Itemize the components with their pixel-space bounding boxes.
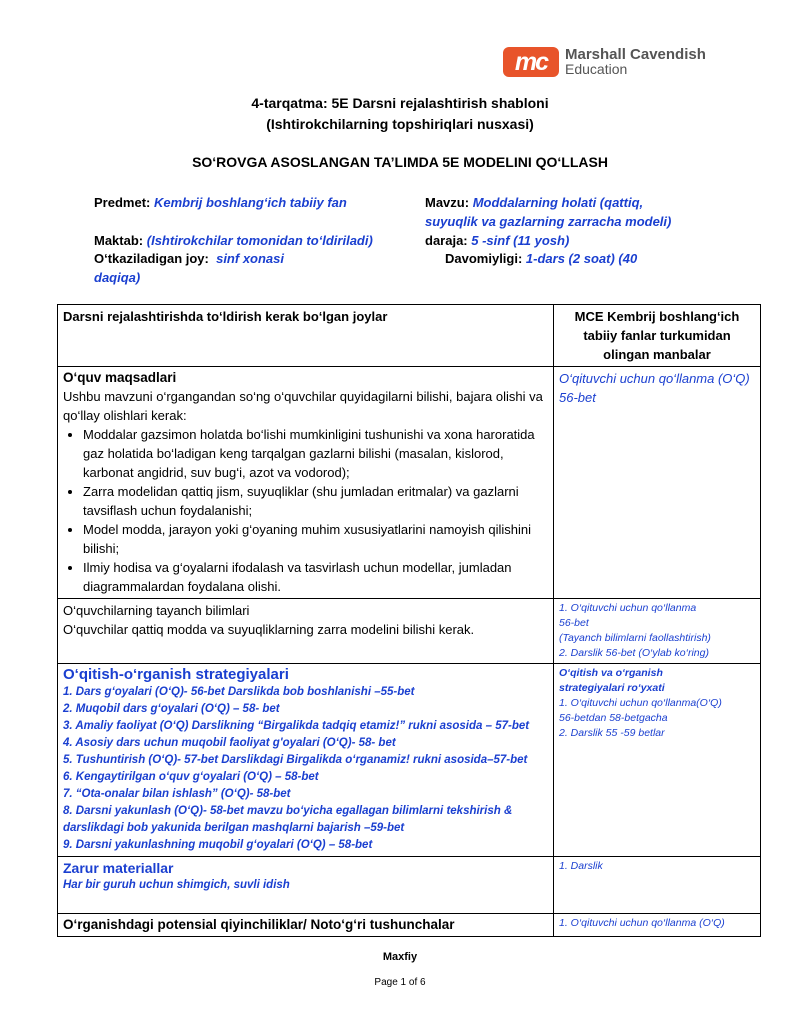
duration-field bbox=[445, 249, 637, 268]
difficulties-cell bbox=[58, 914, 554, 937]
objectives-title: O‘quv maqsadlari bbox=[63, 370, 177, 385]
logo-text bbox=[565, 47, 706, 77]
strategies-title: O‘qitish-o‘rganish strategiyalari bbox=[63, 666, 289, 683]
grade-value: 5 -sinf (11 yosh) bbox=[471, 233, 570, 248]
prior-knowledge-text: O‘quvchilar qattiq modda va suyuqliklarning zarra modelini bilishi kerak. bbox=[63, 622, 475, 637]
prior-resource-line: 2. Darslik 56-bet (O‘ylab ko‘ring) bbox=[559, 647, 709, 659]
handout-subtitle: (Ishtirokchilarning topshiriqlari nusxasi) bbox=[266, 116, 534, 132]
handout-title: 4-tarqatma: 5E Darsni rejalashtirish shabloni bbox=[251, 95, 549, 111]
strategy-item: 7. “Ota-onalar bilan ishlash” (O‘Q)- 58-bet bbox=[63, 788, 291, 800]
topic-value-1: Moddalarning holati (qattiq, bbox=[472, 195, 644, 210]
topic-field bbox=[425, 193, 671, 231]
strategies-resource-line: 56-betdan 58-betgacha bbox=[559, 712, 668, 724]
prior-knowledge-title: O‘quvchilarning tayanch bilimlari bbox=[63, 603, 250, 618]
venue-label: O‘tkaziladigan joy: bbox=[94, 251, 209, 266]
logo-line-1: Marshall Cavendish bbox=[565, 46, 706, 63]
strategy-item: 1. Dars g‘oyalari (O‘Q)- 56-bet Darslikda bob boshlanishi –55-bet bbox=[63, 686, 415, 698]
duration-label: Davomiyligi: bbox=[445, 251, 523, 266]
objective-item: • Ilmiy hodisa va g‘oyalarni ifodalash va tasvirlash uchun modellar, jumladan diagrammalardan foydalana olishi. bbox=[83, 558, 548, 596]
duration-value-1: 1-dars (2 soat) (40 bbox=[525, 251, 638, 266]
objective-item: • Moddalar gazsimon holatda bo‘lishi mumkinligini tushunishi va xona haroratida gaz holatida bo‘ladigan keng tarqalgan gazlarni bilishi (masalan, kislorod, karbonat angidrid, suv bug‘i, azot va vodorod); bbox=[83, 425, 548, 482]
prior-knowledge-row bbox=[58, 599, 761, 664]
prior-resource-cell bbox=[554, 599, 761, 664]
strategy-item: 6. Kengaytirilgan o‘quv g‘oyalari (O‘Q) – 58-bet bbox=[63, 771, 319, 783]
grade-field bbox=[425, 231, 569, 250]
venue-value: sinf xonasi bbox=[216, 251, 285, 266]
strategy-item: 4. Asosiy dars uchun muqobil faoliyat g'oyalari (O‘Q)- 58- bet bbox=[63, 737, 396, 749]
page-heading: SO‘ROVGA ASOSLANGAN TA’LIMDA 5E MODELINI QO‘LLASH bbox=[192, 154, 608, 170]
objectives-row bbox=[58, 367, 761, 599]
difficulties-title: O‘rganishdagi potensial qiyinchiliklar/ Noto‘g‘ri tushunchalar bbox=[63, 917, 455, 932]
lesson-plan-table bbox=[57, 304, 761, 937]
header-left: Darsni rejalashtirishda to‘ldirish kerak bo‘lgan joylar bbox=[58, 305, 554, 367]
venue-field bbox=[94, 249, 284, 287]
subject-value: Kembrij boshlang‘ich tabiiy fan bbox=[153, 195, 347, 210]
strategy-item: 8. Darsni yakunlash (O‘Q)- 58-bet mavzu bo‘yicha egallagan bilimlarni tekshirish & darslikdagi bob yakunida berilgan mashqlarni bajarish –59-bet bbox=[63, 805, 513, 834]
objectives-resource-cell bbox=[554, 367, 761, 599]
strategies-resource-title: O‘qitish va o‘rganish bbox=[559, 667, 663, 679]
strategies-row bbox=[58, 664, 761, 857]
objectives-body bbox=[63, 387, 548, 596]
table-header-row bbox=[58, 305, 761, 367]
strategy-item: 9. Darsni yakunlashning muqobil g‘oyalari (O‘Q) – 58-bet bbox=[63, 839, 373, 851]
objectives-intro: Ushbu mavzuni o‘rgangandan so‘ng o‘quvchilar quyidagilarni bilishi, bajara olishi va qo‘llay olishlari kerak: bbox=[63, 389, 543, 423]
strategy-item: 2. Muqobil dars g‘oyalari (O‘Q) – 58- bet bbox=[63, 703, 280, 715]
topic-label: Mavzu: bbox=[425, 195, 470, 210]
subject-label: Predmet: bbox=[94, 195, 151, 210]
materials-text: Har bir guruh uchun shimgich, suvli idish bbox=[63, 879, 290, 891]
publisher-logo bbox=[503, 47, 706, 77]
subject-field bbox=[94, 193, 347, 212]
duration-value-2: daqiqa) bbox=[94, 270, 141, 285]
school-value: (Ishtirokchilar tomonidan to‘ldiriladi) bbox=[146, 233, 373, 248]
objective-item: • Model modda, jarayon yoki g‘oyaning muhim xususiyatlarini namoyish qilishini bilishi; bbox=[83, 520, 548, 558]
school-field bbox=[94, 231, 373, 250]
materials-cell bbox=[58, 857, 554, 914]
prior-resource-line: 56-bet bbox=[559, 617, 589, 629]
strategy-item: 3. Amaliy faoliyat (O‘Q) Darslikning “Birgalikda tadqiq etamiz!” rukni asosida – 57-bet bbox=[63, 720, 530, 732]
objectives-cell bbox=[58, 367, 554, 599]
materials-resource-cell bbox=[554, 857, 761, 914]
school-label: Maktab: bbox=[94, 233, 144, 248]
strategies-resource-title-2: strategiyalari ro‘yxati bbox=[559, 682, 665, 694]
objectives-list bbox=[63, 425, 548, 596]
materials-title: Zarur materiallar bbox=[63, 860, 174, 876]
grade-label: daraja: bbox=[425, 233, 468, 248]
difficulties-resource-cell bbox=[554, 914, 761, 937]
logo-line-2: Education bbox=[565, 61, 628, 77]
prior-knowledge-cell bbox=[58, 599, 554, 664]
objective-item: • Zarra modelidan qattiq jism, suyuqliklar (shu jumladan eritmalar) va gazlarni tavsiflash uchun foydalanishi; bbox=[83, 482, 548, 520]
difficulties-row bbox=[58, 914, 761, 937]
page-number: Page 1 of 6 bbox=[374, 977, 426, 988]
difficulties-resource: 1. O‘qituvchi uchun qo‘llanma (O‘Q) bbox=[559, 917, 725, 929]
materials-row bbox=[58, 857, 761, 914]
strategies-resource-line: 1. O‘qituvchi uchun qo‘llanma(O‘Q) bbox=[559, 697, 722, 709]
materials-resource: 1. Darslik bbox=[559, 860, 603, 872]
prior-resource-line: (Tayanch bilimlarni faollashtirish) bbox=[559, 632, 711, 644]
objectives-resource: O‘qituvchi uchun qo‘llanma (O‘Q) 56-bet bbox=[559, 371, 750, 405]
strategy-item: 5. Tushuntirish (O‘Q)- 57-bet Darslikdagi Birgalikda o‘rganamiz! rukni asosida–57-bet bbox=[63, 754, 528, 766]
logo-mark: mc bbox=[503, 47, 559, 77]
strategies-resource-line: 2. Darslik 55 -59 betlar bbox=[559, 727, 665, 739]
header-right: MCE Kembrij boshlang‘ich tabiiy fanlar turkumidan olingan manbalar bbox=[554, 305, 761, 367]
topic-value-2: suyuqlik va gazlarning zarracha modeli) bbox=[425, 214, 672, 229]
prior-resource-line: 1. O‘qituvchi uchun qo‘llanma bbox=[559, 602, 697, 614]
strategies-resource-cell bbox=[554, 664, 761, 857]
strategies-cell bbox=[58, 664, 554, 857]
confidential-label: Maxfiy bbox=[382, 951, 418, 963]
